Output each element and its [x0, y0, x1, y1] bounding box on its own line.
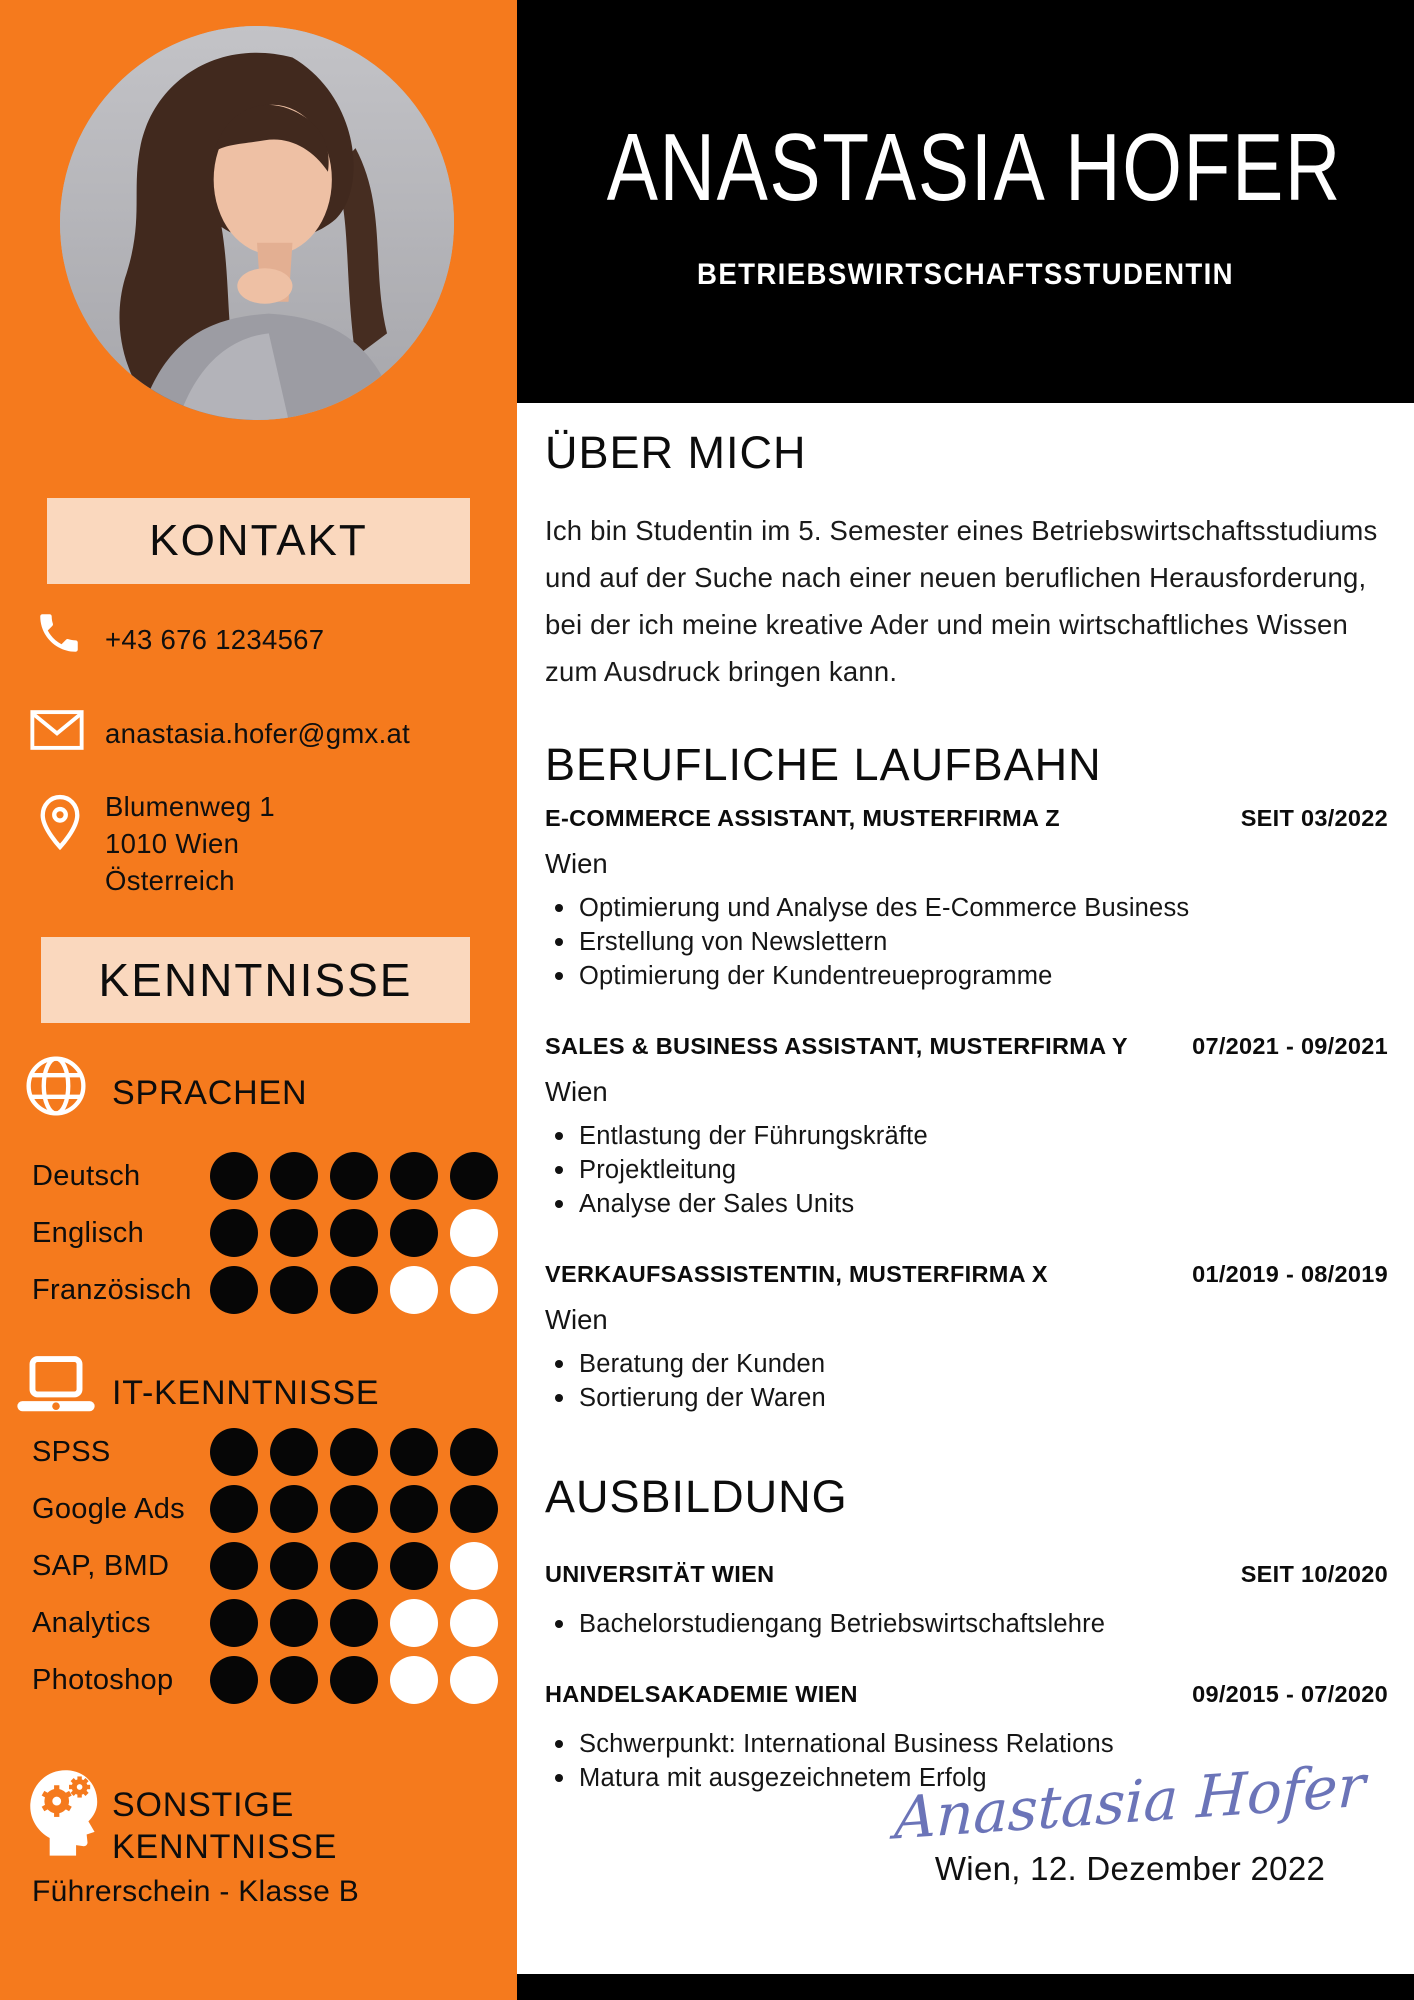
level-dot-filled	[390, 1428, 438, 1476]
skill-row	[32, 1538, 504, 1595]
globe-icon	[20, 1050, 92, 1122]
skill-level-dots	[210, 1599, 498, 1647]
level-dot-filled	[270, 1428, 318, 1476]
entry-date: 09/2015 - 07/2020	[1192, 1681, 1388, 1707]
level-dot-filled	[330, 1266, 378, 1314]
entry-title: VERKAUFSASSISTENTIN, MUSTERFIRMA X	[545, 1261, 1048, 1287]
level-dot-empty	[450, 1542, 498, 1590]
skill-label: SPSS	[32, 1436, 111, 1468]
bullet-item: Schwerpunkt: International Business Relations	[545, 1727, 1388, 1761]
level-dot-filled	[270, 1152, 318, 1200]
career-entries	[545, 803, 1388, 1415]
bullet-item: Optimierung und Analyse des E-Commerce Business	[545, 891, 1388, 925]
about-heading: ÜBER MICH	[545, 427, 807, 478]
entry-header	[545, 1259, 1388, 1289]
level-dot-filled	[270, 1542, 318, 1590]
skill-level-dots	[210, 1266, 498, 1314]
address-line: Österreich	[105, 865, 235, 896]
entry-date: SEIT 10/2020	[1240, 1561, 1388, 1587]
level-dot-filled	[270, 1599, 318, 1647]
level-dot-filled	[390, 1209, 438, 1257]
entry-location: Wien	[545, 1304, 608, 1335]
skill-level-dots	[210, 1152, 498, 1200]
skill-row	[32, 1595, 504, 1652]
skill-level-dots	[210, 1428, 498, 1476]
name-header	[517, 0, 1414, 403]
entry-date: 01/2019 - 08/2019	[1192, 1261, 1388, 1287]
level-dot-filled	[450, 1152, 498, 1200]
about-text: Ich bin Studentin im 5. Semester eines Betriebswirtschaftsstudiums und auf der Suche nach einer neuen beruflichen Herausforderung, bei der ich meine kreative Ader und mein wirtschaftliches Wissen zum Ausdruck bringen kann.	[545, 515, 1378, 687]
level-dot-empty	[390, 1656, 438, 1704]
language-skill-list	[32, 1148, 504, 1319]
skill-label: Englisch	[32, 1217, 145, 1249]
level-dot-filled	[210, 1266, 258, 1314]
skill-row	[32, 1481, 504, 1538]
mail-icon	[28, 706, 86, 754]
address-line: 1010 Wien	[105, 828, 240, 859]
entry-date: 07/2021 - 09/2021	[1192, 1033, 1388, 1059]
phone-icon	[34, 608, 84, 658]
signature-block	[850, 1751, 1410, 1888]
skills-section-heading	[41, 937, 470, 1023]
education-heading: AUSBILDUNG	[545, 1471, 848, 1522]
entry-bullet-list	[545, 1607, 1388, 1641]
entry-header	[545, 803, 1388, 833]
skills-heading-label: KENNTNISSE	[98, 954, 413, 1006]
profile-photo	[60, 26, 454, 420]
level-dot-filled	[210, 1542, 258, 1590]
bullet-item: Analyse der Sales Units	[545, 1187, 1388, 1221]
level-dot-empty	[450, 1209, 498, 1257]
level-dot-filled	[210, 1428, 258, 1476]
entry-bullet-list	[545, 891, 1388, 993]
contact-section-heading	[47, 498, 470, 584]
it-skill-list	[32, 1424, 504, 1709]
languages-heading: SPRACHEN	[112, 1074, 308, 1112]
level-dot-filled	[330, 1485, 378, 1533]
level-dot-filled	[270, 1266, 318, 1314]
entry-header	[545, 1559, 1388, 1589]
skill-label: Deutsch	[32, 1160, 141, 1192]
other-skill-item: Führerschein - Klasse B	[32, 1875, 360, 1908]
skill-level-dots	[210, 1485, 498, 1533]
level-dot-filled	[390, 1152, 438, 1200]
skill-row	[32, 1652, 504, 1709]
person-name: ANASTASIA HOFER	[606, 114, 1342, 221]
level-dot-empty	[390, 1266, 438, 1314]
skill-label: SAP, BMD	[32, 1550, 170, 1582]
head-gears-icon	[18, 1758, 106, 1860]
level-dot-filled	[450, 1485, 498, 1533]
level-dot-filled	[210, 1485, 258, 1533]
level-dot-filled	[210, 1152, 258, 1200]
skill-level-dots	[210, 1542, 498, 1590]
level-dot-filled	[450, 1428, 498, 1476]
handwritten-signature: Anastasia Hofer	[893, 1751, 1367, 1853]
bullet-item: Erstellung von Newslettern	[545, 925, 1388, 959]
level-dot-empty	[450, 1656, 498, 1704]
level-dot-filled	[330, 1209, 378, 1257]
level-dot-filled	[270, 1485, 318, 1533]
skill-row	[32, 1424, 504, 1481]
career-heading: BERUFLICHE LAUFBAHN	[545, 739, 1102, 790]
entry-bullet-list	[545, 1119, 1388, 1221]
it-skills-heading: IT-KENNTNISSE	[112, 1374, 380, 1412]
entry-title: SALES & BUSINESS ASSISTANT, MUSTERFIRMA Y	[545, 1033, 1128, 1059]
bullet-item: Entlastung der Führungskräfte	[545, 1119, 1388, 1153]
other-skills-heading: SONSTIGE KENNTNISSE	[112, 1786, 338, 1866]
level-dot-empty	[450, 1599, 498, 1647]
level-dot-filled	[210, 1656, 258, 1704]
level-dot-filled	[390, 1542, 438, 1590]
entry-date: SEIT 03/2022	[1240, 805, 1388, 831]
location-pin-icon	[36, 788, 84, 856]
level-dot-filled	[270, 1656, 318, 1704]
main-content	[517, 403, 1414, 1795]
level-dot-empty	[450, 1266, 498, 1314]
cv-entry	[545, 1031, 1388, 1221]
level-dot-filled	[330, 1542, 378, 1590]
entry-title: E-COMMERCE ASSISTANT, MUSTERFIRMA Z	[545, 805, 1060, 831]
contact-heading-label: KONTAKT	[149, 516, 368, 565]
bullet-item: Bachelorstudiengang Betriebswirtschaftslehre	[545, 1607, 1388, 1641]
entry-location: Wien	[545, 848, 608, 879]
profile-photo-illustration	[60, 26, 454, 420]
skill-label: Französisch	[32, 1274, 192, 1306]
bullet-item: Sortierung der Waren	[545, 1381, 1388, 1415]
postal-address	[105, 788, 275, 899]
entry-title: UNIVERSITÄT WIEN	[545, 1561, 775, 1587]
signature-date-line: Wien, 12. Dezember 2022	[934, 1850, 1326, 1887]
address-line: Blumenweg 1	[105, 791, 275, 822]
entry-bullet-list	[545, 1347, 1388, 1415]
bullet-item: Projektleitung	[545, 1153, 1388, 1187]
entry-header	[545, 1679, 1388, 1709]
bullet-item: Optimierung der Kundentreueprogramme	[545, 959, 1388, 993]
laptop-icon	[14, 1350, 98, 1422]
level-dot-filled	[330, 1656, 378, 1704]
entry-title: HANDELSAKADEMIE WIEN	[545, 1681, 858, 1707]
level-dot-filled	[270, 1209, 318, 1257]
bullet-item: Matura mit ausgezeichnetem Erfolg	[545, 1761, 1388, 1795]
other-skills-list	[32, 1872, 359, 1912]
entry-location: Wien	[545, 1076, 608, 1107]
footer-bar	[517, 1974, 1414, 2000]
level-dot-filled	[330, 1428, 378, 1476]
skill-level-dots	[210, 1656, 498, 1704]
level-dot-filled	[390, 1485, 438, 1533]
person-job-title: BETRIEBSWIRTSCHAFTSSTUDENTIN	[697, 258, 1234, 291]
sidebar	[0, 0, 517, 2000]
level-dot-filled	[330, 1599, 378, 1647]
cv-entry	[545, 1559, 1388, 1641]
skill-label: Google Ads	[32, 1493, 185, 1525]
level-dot-filled	[210, 1599, 258, 1647]
entry-header	[545, 1031, 1388, 1061]
skill-row	[32, 1205, 504, 1262]
skill-row	[32, 1148, 504, 1205]
phone-number: +43 676 1234567	[105, 624, 325, 655]
level-dot-empty	[390, 1599, 438, 1647]
cv-entry	[545, 1259, 1388, 1415]
skill-row	[32, 1262, 504, 1319]
email-address: anastasia.hofer@gmx.at	[105, 718, 411, 749]
cv-entry	[545, 803, 1388, 993]
skill-level-dots	[210, 1209, 498, 1257]
skill-label: Photoshop	[32, 1664, 174, 1696]
bullet-item: Beratung der Kunden	[545, 1347, 1388, 1381]
level-dot-filled	[210, 1209, 258, 1257]
level-dot-filled	[330, 1152, 378, 1200]
skill-label: Analytics	[32, 1607, 151, 1639]
